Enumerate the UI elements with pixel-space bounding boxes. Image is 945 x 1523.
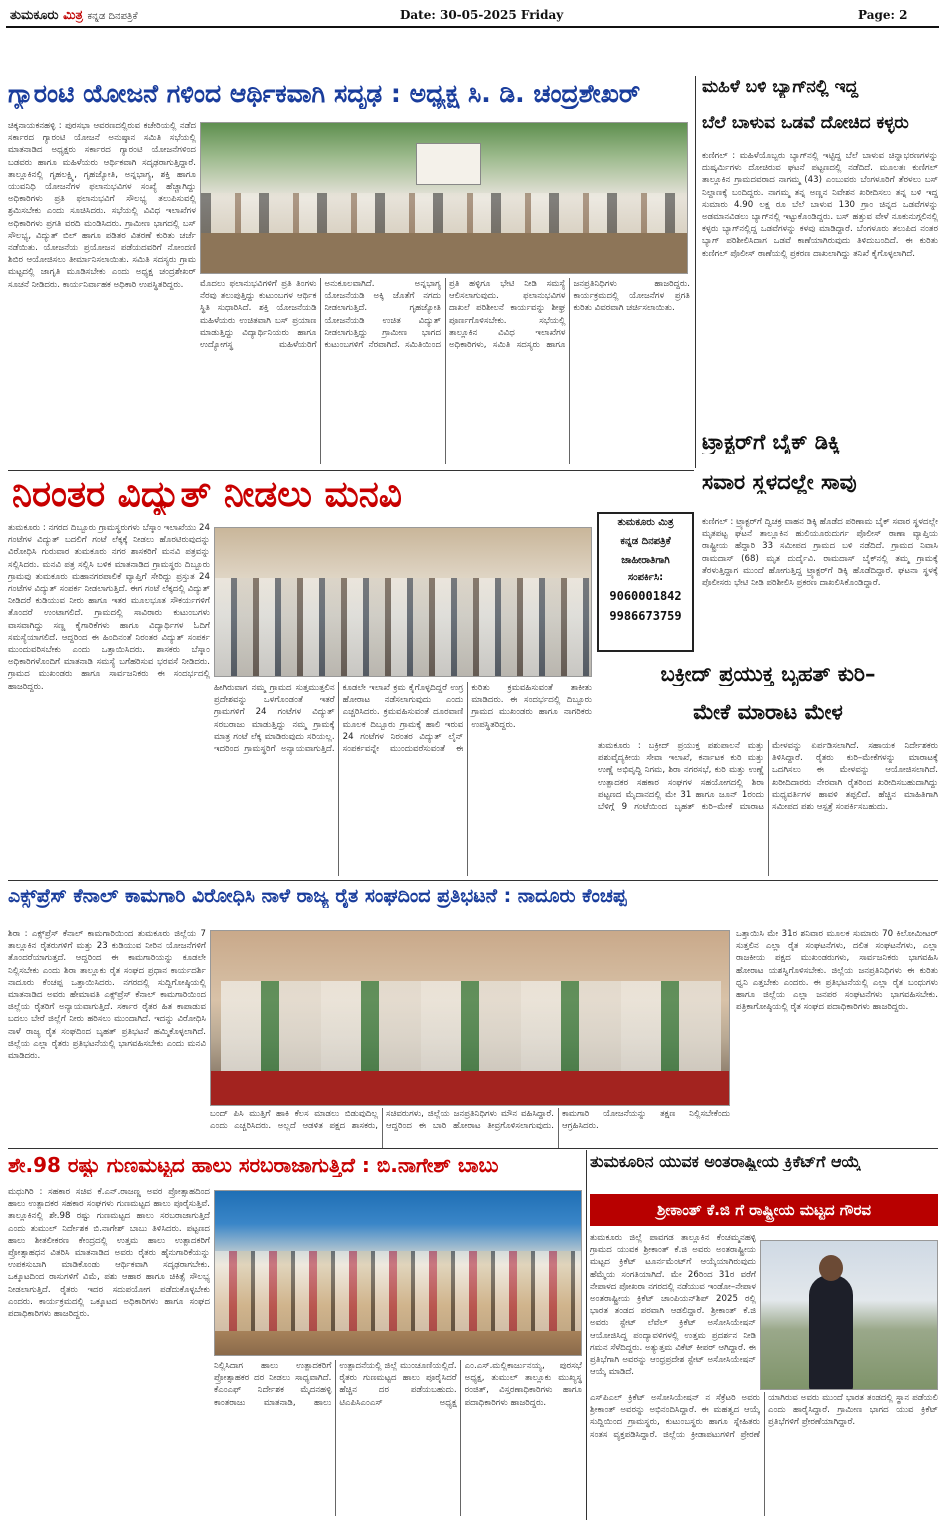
ad-line3: ಜಾಹೀರಾತಿಗಾಗಿ [621, 555, 670, 566]
table [201, 233, 688, 274]
story2-headline-line2: ಬೆಲೆ ಬಾಳುವ ಒಡವೆ ದೋಚಿದ ಕಳ್ಳರು [702, 114, 909, 133]
story5-headline-line2: ಮೇಕೆ ಮಾರಾಟ ಮೇಳ [693, 700, 843, 724]
section-divider [8, 880, 938, 881]
masthead-tagline: ಕನ್ನಡ ದಿನಪತ್ರಿಕೆ [87, 11, 138, 22]
story2-body: ಕುಣಿಗಲ್ : ಮಹಿಳೆಯೊಬ್ಬರು ಬ್ಯಾಗ್‍ನಲ್ಲಿ ಇಟ್ಟಿದ್ದ ಬೆಲೆ ಬಾಳುವ ಚಿನ್ನಾಭರಣಗಳನ್ನು ದುಷ್ಕರ್ಮಿಗಳು ದೋಚಿರುವ ಘಟನೆ ಪಟ್ಟಣದಲ್ಲಿ ನಡೆದಿದೆ. ಮೂಲತಃ ಕುಣಿಗಲ್ ತಾಲ್ಲೂಕಿನ ಗ್ರಾಮದವರಾದ ನಾಗಮ್ಮ (43) ಎಂಬುವರು ಬೆಂಗಳೂರಿಗೆ ತೆರಳಲು ಬಸ್ ನಿಲ್ದಾಣಕ್ಕೆ ಬಂದಿದ್ದರು. ನಾಗಮ್ಮ ತನ್ನ ಅಣ್ಣನ ನಿವೇಶನ ಖರೀದಿಸಲು ತನ್ನ ಬಳಿ ಇದ್ದ ಸುಮಾರು 4.90 ಲಕ್ಷ ರೂ ಬೆಲೆ ಬಾಳುವ 130 ಗ್ರಾಂ ಚಿನ್ನದ ಒಡವೆಗಳನ್ನು ಅಡಮಾನವಿಡಲು ಬ್ಯಾಗ್‍ನಲ್ಲಿ ಇಟ್ಟುಕೊಂಡಿದ್ದರು. ಬಸ್ ಹತ್ತುವ ವೇಳೆ ನೂಕುನುಗ್ಗಲಿನಲ್ಲಿ ಕಳ್ಳರು ಬ್ಯಾಗ್‍ನಲ್ಲಿದ್ದ ಒಡವೆಗಳನ್ನು ಕಳವು ಮಾಡಿದ್ದಾರೆ. ಬೆಂಗಳೂರು ತಲುಪಿದ ನಂತರ ಬ್ಯಾಗ್ ಪರಿಶೀಲಿಸಿದಾಗ ಒಡವೆ ಕಾಣೆಯಾಗಿರುವುದು ತಿಳಿದುಬಂದಿದೆ. ಈ ಕುರಿತು ಕುಣಿಗಲ್ ಪೊಲೀಸ್ ಠಾಣೆಯಲ್ಲಿ ಪ್ರಕರಣ ದಾಖಲಾಗಿದ್ದು ತನಿಖೆ ಕೈಗೊಳ್ಳಲಾಗಿದೆ. [702, 151, 938, 259]
story3-body: ಕುಣಿಗಲ್ : ಟ್ರ್ಯಾಕ್ಟರ್‌ಗೆ ದ್ವಿಚಕ್ರ ವಾಹನ ಡಿಕ್ಕಿ ಹೊಡೆದ ಪರಿಣಾಮ ಬೈಕ್ ಸವಾರ ಸ್ಥಳದಲ್ಲೇ ಮೃತಪಟ್ಟ ಘಟನೆ ತಾಲ್ಲೂಕಿನ ಹುಲಿಯೂರುದುರ್ಗ ಪೊಲೀಸ್ ಠಾಣಾ ವ್ಯಾಪ್ತಿಯ ರಾಷ್ಟ್ರೀಯ ಹೆದ್ದಾರಿ 33 ಸಮೀಪದ ಗ್ರಾಮದ ಬಳಿ ನಡೆದಿದೆ. ಗ್ರಾಮದ ನಿವಾಸಿ ರಾಮದಾಸ್ (68) ಮೃತ ದುರ್ದೈವಿ. ರಾಮದಾಸ್ ಬೈಕ್‍ನಲ್ಲಿ ತಮ್ಮ ಗ್ರಾಮಕ್ಕೆ ತೆರಳುತ್ತಿದ್ದಾಗ ಮುಂದೆ ಹೋಗುತ್ತಿದ್ದ ಟ್ರ್ಯಾಕ್ಟರ್‌ಗೆ ಡಿಕ್ಕಿ ಹೊಡೆದಿದ್ದಾರೆ. ಘಟನಾ ಸ್ಥಳಕ್ಕೆ ಪೊಲೀಸರು ಭೇಟಿ ನೀಡಿ ಪರಿಶೀಲಿಸಿ ಪ್ರಕರಣ ದಾಖಲಿಸಿಕೊಂಡಿದ್ದಾರೆ. [702, 517, 938, 589]
group-people [215, 1251, 582, 1331]
story7-photo [214, 1190, 582, 1356]
page-number: Page: 2 [858, 8, 908, 22]
masthead-title [10, 8, 138, 23]
story5-headline-line1: ಬಕ್ರೀದ್ ಪ್ರಯುಕ್ತ ಬೃಹತ್ ಕುರಿ– [660, 662, 876, 686]
ad-phone1: 9060001842 [609, 589, 682, 603]
story4-headline: ನಿರಂತರ ವಿದ್ಯುತ್ ನೀಡಲು ಮನವಿ [12, 474, 402, 515]
column-divider [695, 76, 696, 468]
ad-phone2: 9986673759 [609, 609, 682, 623]
player-head [819, 1255, 843, 1281]
story6-body-left: ಶಿರಾ : ಎಕ್ಸ್‌ಪ್ರೆಸ್ ಕೆನಾಲ್ ಕಾಮಗಾರಿಯಿಂದ ತುಮಕೂರು ಜಿಲ್ಲೆಯ 7 ತಾಲ್ಲೂಕಿನ ರೈತರುಗಳಿಗೆ ಮತ್ತು 23 ಕುಡಿಯುವ ನೀರಿನ ಯೋಜನೆಗಳಿಗೆ ತೊಂದರೆಯಾಗುತ್ತದೆ. ಆದ್ದರಿಂದ ಈ ಕಾಮಗಾರಿಯನ್ನು ಕೂಡಲೇ ನಿಲ್ಲಿಸಬೇಕು ಎಂದು ಶಿರಾ ತಾಲ್ಲೂಕು ರೈತ ಸಂಘದ ಪ್ರಧಾನ ಕಾರ್ಯದರ್ಶಿ ನಾದೂರು ಕೆಂಚಪ್ಪ ಒತ್ತಾಯಿಸಿದರು. ನಗರದಲ್ಲಿ ಸುದ್ದಿಗೋಷ್ಠಿಯಲ್ಲಿ ಮಾತನಾಡಿದ ಅವರು ಹೇಮಾವತಿ ಎಕ್ಸ್‌ಪ್ರೆಸ್ ಕೆನಾಲ್ ಕಾಮಗಾರಿಯಿಂದ ಜಿಲ್ಲೆಯ ರೈತರಿಗೆ ಅನ್ಯಾಯವಾಗುತ್ತಿದೆ. ಸರ್ಕಾರ ರೈತರ ಹಿತ ಕಾಪಾಡುವ ಬದಲು ಬೇರೆ ಜಿಲ್ಲೆಗೆ ನೀರು ಹರಿಸಲು ಮುಂದಾಗಿದೆ. ಇದನ್ನು ವಿರೋಧಿಸಿ ನಾಳೆ ರಾಜ್ಯ ರೈತ ಸಂಘದಿಂದ ಬೃಹತ್ ಪ್ರತಿಭಟನೆ ಹಮ್ಮಿಕೊಳ್ಳಲಾಗಿದೆ. ಜಿಲ್ಲೆಯ ಎಲ್ಲಾ ರೈತರು ಪ್ರತಿಭಟನೆಯಲ್ಲಿ ಭಾಗವಹಿಸಬೇಕು ಎಂದು ಮನವಿ ಮಾಡಿದರು. [8, 929, 206, 1062]
player-figure [809, 1275, 853, 1390]
story8-subhead: ಶ್ರೀಕಾಂತ್ ಕೆ.ಜಿ ಗೆ ರಾಷ್ಟ್ರೀಯ ಮಟ್ಟದ ಗೌರವ [590, 1194, 938, 1226]
masthead-name-part2: ಮಿತ್ರ [63, 8, 83, 23]
story1-photo [200, 122, 688, 274]
story4-body-left: ತುಮಕೂರು : ನಗರದ ದಿಬ್ಬೂರು ಗ್ರಾಮಸ್ಥರುಗಳು ಬೆಸ್ಕಾಂ ಇಲಾಖೆಯು 24 ಗಂಟೆಗಳ ವಿದ್ಯುತ್ ಬದಲಿಗೆ ಗಂಟೆ ಲೆಕ್ಕಕ್ಕೆ ನೀಡಲು ಹೊರಟಿರುವುದನ್ನು ವಿರೋಧಿಸಿ ಗುರುವಾರ ತುಮಕೂರು ನಗರ ಶಾಸಕರಿಗೆ ಮನವಿ ಪತ್ರವನ್ನು ಸಲ್ಲಿಸಿದರು. ಮನವಿ ಪತ್ರ ಸಲ್ಲಿಸಿ ಬಳಿಕ ಮಾತನಾಡಿದ ಗ್ರಾಮಸ್ಥರು ದಿಬ್ಬೂರು ಗ್ರಾಮವು ತುಮಕೂರು ಮಹಾನಗರಪಾಲಿಕೆ ವ್ಯಾಪ್ತಿಗೆ ಸೇರಿದ್ದು ಪ್ರಸ್ತುತ 24 ಗಂಟೆಗಳ ವಿದ್ಯುತ್ ಸಂಪರ್ಕ ನೀಡಲಾಗುತ್ತಿದೆ. ಈಗ ಗಂಟೆ ಲೆಕ್ಕದಲ್ಲಿ ವಿದ್ಯುತ್ ನೀಡಿದರೆ ಕುಡಿಯುವ ನೀರು ಹಾಗೂ ಇತರ ಮೂಲಭೂತ ಸೌಕರ್ಯಗಳಿಗೆ ತೊಂದರೆ ಉಂಟಾಗಲಿದೆ. ಗ್ರಾಮದಲ್ಲಿ ಸಾವಿರಾರು ಕುಟುಂಬಗಳು ವಾಸವಾಗಿದ್ದು ಸಣ್ಣ ಕೈಗಾರಿಕೆಗಳು ಹಾಗೂ ವಿದ್ಯಾರ್ಥಿಗಳ ಓದಿಗೆ ಸಮಸ್ಯೆಯಾಗಲಿದೆ. ಆದ್ದರಿಂದ ಈ ಹಿಂದಿನಂತೆ ನಿರಂತರ ವಿದ್ಯುತ್ ಸಂಪರ್ಕ ಮುಂದುವರಿಸಬೇಕು ಎಂದು ಒತ್ತಾಯಿಸಿದರು. ಶಾಸಕರು ಬೆಸ್ಕಾಂ ಅಧಿಕಾರಿಗಳೊಂದಿಗೆ ಮಾತನಾಡಿ ಸಮಸ್ಯೆ ಬಗೆಹರಿಸುವ ಭರವಸೆ ನೀಡಿದರು. ಗ್ರಾಮದ ಮುಖಂಡರು ಹಾಗೂ ಸಾರ್ವಜನಿಕರು ಈ ಸಂದರ್ಭದಲ್ಲಿ ಹಾಜರಿದ್ದರು. [8, 523, 210, 692]
story1-body-bottom: ಮೊದಲು ಫಲಾನುಭವಿಗಳಿಗೆ ಪ್ರತಿ ತಿಂಗಳು ನೆರವು ತಲುಪುತ್ತಿದ್ದು ಕುಟುಂಬಗಳ ಆರ್ಥಿಕ ಸ್ಥಿತಿ ಸುಧಾರಿಸಿದೆ. ಶಕ್ತಿ ಯೋಜನೆಯಡಿ ಮಹಿಳೆಯರು ಉಚಿತವಾಗಿ ಬಸ್ ಪ್ರಯಾಣ ಮಾಡುತ್ತಿದ್ದು ವಿದ್ಯಾರ್ಥಿನಿಯರು ಹಾಗೂ ಉದ್ಯೋಗಸ್ಥ ಮಹಿಳೆಯರಿಗೆ ಅನುಕೂಲವಾಗಿದೆ. ಅನ್ನಭಾಗ್ಯ ಯೋಜನೆಯಡಿ ಅಕ್ಕಿ ಜೊತೆಗೆ ನಗದು ನೀಡಲಾಗುತ್ತಿದೆ. ಗೃಹಜ್ಯೋತಿ ಯೋಜನೆಯಡಿ ಉಚಿತ ವಿದ್ಯುತ್ ನೀಡಲಾಗುತ್ತಿದ್ದು ಗ್ರಾಮೀಣ ಭಾಗದ ಕುಟುಂಬಗಳಿಗೆ ನೆರವಾಗಿದೆ. ಸಮಿತಿಯಿಂದ ಪ್ರತಿ ಹಳ್ಳಿಗೂ ಭೇಟಿ ನೀಡಿ ಸಮಸ್ಯೆ ಆಲಿಸಲಾಗುವುದು. ಫಲಾನುಭವಿಗಳ ದಾಖಲೆ ಪರಿಶೀಲನೆ ಕಾರ್ಯವನ್ನು ಶೀಘ್ರ ಪೂರ್ಣಗೊಳಿಸಬೇಕು. ಸಭೆಯಲ್ಲಿ ತಾಲ್ಲೂಕಿನ ವಿವಿಧ ಇಲಾಖೆಗಳ ಅಧಿಕಾರಿಗಳು, ಸಮಿತಿ ಸದಸ್ಯರು ಹಾಗೂ ಜನಪ್ರತಿನಿಧಿಗಳು ಹಾಜರಿದ್ದರು. ಕಾರ್ಯಕ್ರಮದಲ್ಲಿ ಯೋಜನೆಗಳ ಪ್ರಗತಿ ಕುರಿತು ವಿವರವಾಗಿ ಚರ್ಚಿಸಲಾಯಿತು. [200, 279, 690, 351]
table-cloth [211, 1071, 730, 1106]
group-people [221, 981, 721, 1071]
story6-headline: ಎಕ್ಸ್‌ಪ್ರೆಸ್ ಕೆನಾಲ್ ಕಾಮಗಾರಿ ವಿರೋಧಿಸಿ ನಾಳೆ ರಾಜ್ಯ ರೈತ ಸಂಘದಿಂದ ಪ್ರತಿಭಟನೆ : ನಾದೂರು ಕೆಂಚಪ್ಪ [8, 886, 627, 907]
story7-body-bottom: ನಿಲ್ಲಿಸಿದಾಗ ಹಾಲು ಉತ್ಪಾದಕರಿಗೆ ಪ್ರೋತ್ಸಾಹಕರ ದರ ನೀಡಲು ಸಾಧ್ಯವಾಗಿದೆ. ಕೆಎಂಎಫ್ ನಿರ್ದೇಶಕ ಮೈದನಹಳ್ಳಿ ಕಾಂತರಾಜು ಮಾತನಾಡಿ, ಹಾಲು ಉತ್ಪಾದನೆಯಲ್ಲಿ ಜಿಲ್ಲೆ ಮುಂಚೂಣಿಯಲ್ಲಿದೆ. ರೈತರು ಗುಣಮಟ್ಟದ ಹಾಲು ಪೂರೈಸಿದರೆ ಹೆಚ್ಚಿನ ದರ ಪಡೆಯಬಹುದು. ಟಿಎಪಿಸಿಎಂಎಸ್ ಅಧ್ಯಕ್ಷ ಎಂ.ಎಸ್.ಮಲ್ಲಿಕಾರ್ಜುನಯ್ಯ, ಪುರಸಭೆ ಅಧ್ಯಕ್ಷ, ತುಮುಲ್ ತಾಲ್ಲೂಕು ಮುಖ್ಯಸ್ಥ ರಂಜಿತ್, ವಿಸ್ತರಣಾಧಿಕಾರಿಗಳು ಹಾಗೂ ಪದಾಧಿಕಾರಿಗಳು ಹಾಜರಿದ್ದರು. [214, 1361, 582, 1408]
story4-photo [214, 527, 592, 677]
section-divider [8, 1148, 938, 1149]
advertisement-box [597, 512, 694, 652]
ad-line2: ಕನ್ನಡ ದಿನಪತ್ರಿಕೆ [620, 536, 671, 547]
story8-photo [760, 1240, 938, 1390]
story2-headline-line1: ಮಹಿಳೆ ಬಳಿ ಬ್ಯಾಗ್‍ನಲ್ಲಿ ಇದ್ದ [702, 78, 859, 97]
group-people [201, 193, 688, 233]
masthead-rule [6, 26, 939, 28]
column-divider [586, 1150, 587, 1520]
section-divider [8, 470, 694, 471]
group-people [215, 578, 592, 677]
story6-photo [210, 930, 730, 1106]
ad-line4: ಸಂಪರ್ಕಿಸಿ: [627, 572, 664, 583]
story8-body-left: ತುಮಕೂರು ಜಿಲ್ಲೆ ಪಾವಗಡ ತಾಲ್ಲೂಕಿನ ಕೆಂಚಮ್ಮನಹಳ್ಳಿ ಗ್ರಾಮದ ಯುವಕ ಶ್ರೀಕಾಂತ್ ಕೆ.ಜಿ ಅವರು ಅಂತರಾಷ್ಟ್ರೀಯ ಮಟ್ಟದ ಕ್ರಿಕೆಟ್ ಟೂರ್ನಮೆಂಟ್‌ಗೆ ಆಯ್ಕೆಯಾಗಿರುವುದು ಹೆಮ್ಮೆಯ ಸಂಗತಿಯಾಗಿದೆ. ಮೇ 26ರಿಂದ 31ರ ವರೆಗೆ ನೇಪಾಳದ ಪೋಖರಾ ನಗರದಲ್ಲಿ ನಡೆಯುವ ಇಂಡೋ–ನೇಪಾಳ ಅಂತರಾಷ್ಟ್ರೀಯ ಕ್ರಿಕೆಟ್ ಚಾಂಪಿಯನ್‌ಶಿಪ್ 2025 ರಲ್ಲಿ ಭಾರತ ತಂಡದ ಪರವಾಗಿ ಆಡಲಿದ್ದಾರೆ. ಶ್ರೀಕಾಂತ್ ಕೆ.ಜಿ ಅವರು ಸ್ಟೇಟ್ ಲೆವೆಲ್ ಕ್ರಿಕೆಟ್ ಅಸೋಸಿಯೇಷನ್ ಆಯೋಜಿಸಿದ್ದ ಪಂದ್ಯಾವಳಿಗಳಲ್ಲಿ ಉತ್ತಮ ಪ್ರದರ್ಶನ ನೀಡಿ ಗಮನ ಸೆಳೆದಿದ್ದರು. ಅತ್ಯುತ್ತಮ ವಿಕೆಟ್ ಕೀಪರ್ ಆಗಿದ್ದಾರೆ. ಈ ಪ್ರತಿಭೆಗಾಗಿ ಅವರನ್ನು ಆಂಧ್ರಪ್ರದೇಶ ಸ್ಟೇಟ್ ಅಸೋಸಿಯೇಷನ್ ಆಯ್ಕೆ ಮಾಡಿದೆ. [590, 1233, 756, 1378]
story3-headline-line1: ಟ್ರ್ಯಾಕ್ಟರ್‌ಗೆ ಬೈಕ್ ಡಿಕ್ಕಿ [702, 430, 840, 454]
story7-body-left: ಮಧುಗಿರಿ : ಸಹಕಾರ ಸಚಿವ ಕೆ.ಎನ್.ರಾಜಣ್ಣ ಅವರ ಪ್ರೋತ್ಸಾಹದಿಂದ ಹಾಲು ಉತ್ಪಾದಕರ ಸಹಕಾರ ಸಂಘಗಳು ಗುಣಮಟ್ಟದ ಹಾಲು ಪೂರೈಸುತ್ತಿವೆ. ತಾಲ್ಲೂಕಿನಲ್ಲಿ ಶೇ.98 ರಷ್ಟು ಗುಣಮಟ್ಟದ ಹಾಲು ಸರಬರಾಜಾಗುತ್ತಿದೆ ಎಂದು ತುಮುಲ್ ನಿರ್ದೇಶಕ ಬಿ.ನಾಗೇಶ್ ಬಾಬು ತಿಳಿಸಿದರು. ಪಟ್ಟಣದ ಹಾಲು ಶೀತಲೀಕರಣ ಕೇಂದ್ರದಲ್ಲಿ ಉತ್ತಮ ಹಾಲು ಉತ್ಪಾದಕರಿಗೆ ಪ್ರೋತ್ಸಾಹಧನ ವಿತರಿಸಿ ಮಾತನಾಡಿದ ಅವರು ರೈತರು ಹೈನುಗಾರಿಕೆಯನ್ನು ಉಪಕಸುಬಾಗಿ ಮಾಡಿಕೊಂಡು ಆರ್ಥಿಕವಾಗಿ ಸದೃಢರಾಗಬೇಕು. ಒಕ್ಕೂಟದಿಂದ ರಾಸುಗಳಿಗೆ ವಿಮೆ, ಪಶು ಆಹಾರ ಹಾಗೂ ಚಿಕಿತ್ಸೆ ಸೌಲಭ್ಯ ನೀಡಲಾಗುತ್ತಿದೆ. ರೈತರು ಇದರ ಸದುಪಯೋಗ ಪಡೆದುಕೊಳ್ಳಬೇಕು ಎಂದರು. ಕಾರ್ಯಕ್ರಮದಲ್ಲಿ ಒಕ್ಕೂಟದ ಅಧಿಕಾರಿಗಳು ಹಾಗೂ ಸಂಘದ ಪದಾಧಿಕಾರಿಗಳು ಹಾಜರಿದ್ದರು. [8, 1187, 210, 1320]
story7-headline: ಶೇ.98 ರಷ್ಟು ಗುಣಮಟ್ಟದ ಹಾಲು ಸರಬರಾಜಾಗುತ್ತಿದೆ : ಬಿ.ನಾಗೇಶ್ ಬಾಬು [8, 1154, 499, 1177]
story1-headline: ಗ್ಯಾರಂಟಿ ಯೋಜನೆ ಗಳಿಂದ ಆರ್ಥಿಕವಾಗಿ ಸದೃಢ : ಅಧ್ಯಕ್ಷ ಸಿ. ಡಿ. ಚಂದ್ರಶೇಖರ್ [8, 80, 641, 108]
story1-body-left: ಚಿಕ್ಕನಾಯಕನಹಳ್ಳಿ : ಪುರಸಭಾ ಆವರಣದಲ್ಲಿರುವ ಕಚೇರಿಯಲ್ಲಿ ನಡೆದ ಸರ್ಕಾರದ ಗ್ಯಾರಂಟಿ ಯೋಜನೆ ಅನುಷ್ಠಾನ ಸಮಿತಿ ಸಭೆಯಲ್ಲಿ ಮಾತನಾಡಿದ ಅಧ್ಯಕ್ಷರು ಸರ್ಕಾರದ ಗ್ಯಾರಂಟಿ ಯೋಜನೆಗಳಿಂದ ಬಡವರು ಹಾಗೂ ಮಹಿಳೆಯರು ಆರ್ಥಿಕವಾಗಿ ಸದೃಢರಾಗುತ್ತಿದ್ದಾರೆ. ತಾಲ್ಲೂಕಿನಲ್ಲಿ ಗೃಹಲಕ್ಷ್ಮಿ, ಗೃಹಜ್ಯೋತಿ, ಅನ್ನಭಾಗ್ಯ, ಶಕ್ತಿ ಹಾಗೂ ಯುವನಿಧಿ ಯೋಜನೆಗಳ ಫಲಾನುಭವಿಗಳ ಸಂಖ್ಯೆ ಹೆಚ್ಚಾಗಿದ್ದು ಅಧಿಕಾರಿಗಳು ಪ್ರತಿ ಫಲಾನುಭವಿಗೆ ಸೌಲಭ್ಯ ತಲುಪಿಸುವಲ್ಲಿ ಶ್ರಮಿಸಬೇಕು ಎಂದು ಸೂಚಿಸಿದರು. ಸಭೆಯಲ್ಲಿ ವಿವಿಧ ಇಲಾಖೆಗಳ ಅಧಿಕಾರಿಗಳು ಪ್ರಗತಿ ವರದಿ ಮಂಡಿಸಿದರು. ಗ್ರಾಮೀಣ ಭಾಗದಲ್ಲಿ ಬಸ್ ಸೌಲಭ್ಯ, ವಿದ್ಯುತ್ ಬಿಲ್ ಹಾಗೂ ಪಡಿತರ ವಿತರಣೆ ಕುರಿತು ಚರ್ಚೆ ನಡೆಯಿತು. ಯೋಜನೆಯ ಪ್ರಯೋಜನ ಪಡೆಯದವರಿಗೆ ನೋಂದಣಿ ಶಿಬಿರ ಆಯೋಜಿಸಲು ತೀರ್ಮಾನಿಸಲಾಯಿತು. ಸಮಿತಿ ಸದಸ್ಯರು ಗ್ರಾಮ ಮಟ್ಟದಲ್ಲಿ ಜಾಗೃತಿ ಮೂಡಿಸಬೇಕು ಎಂದು ಅಧ್ಯಕ್ಷ ಚಂದ್ರಶೇಖರ್ ಸೂಚನೆ ನೀಡಿದರು. ಕಾರ್ಯನಿರ್ವಾಹಕ ಅಧಿಕಾರಿ ಉಪಸ್ಥಿತರಿದ್ದರು. [8, 121, 196, 290]
story8-body-bottom: ಎಸ್‌ಪಿಎಲ್ ಕ್ರಿಕೆಟ್ ಅಸೋಸಿಯೇಷನ್ ನ ಸೆಕ್ರೆಟರಿ ಅವರು ಶ್ರೀಕಾಂತ್ ಅವರನ್ನು ಅಭಿನಂದಿಸಿದ್ದಾರೆ. ಈ ಮಹತ್ವದ ಆಯ್ಕೆ ಸುದ್ದಿಯಿಂದ ಗ್ರಾಮಸ್ಥರು, ಕುಟುಂಬಸ್ಥರು ಹಾಗೂ ಸ್ನೇಹಿತರು ಸಂತಸ ವ್ಯಕ್ತಪಡಿಸಿದ್ದಾರೆ. ಜಿಲ್ಲೆಯ ಕ್ರೀಡಾಪಟುಗಳಿಗೆ ಪ್ರೇರಣೆ ಯಾಗಿರುವ ಅವರು ಮುಂದೆ ಭಾರತ ತಂಡದಲ್ಲಿ ಸ್ಥಾನ ಪಡೆಯಲಿ ಎಂದು ಹಾರೈಸಿದ್ದಾರೆ. ಗ್ರಾಮೀಣ ಭಾಗದ ಯುವ ಕ್ರಿಕೆಟ್ ಪ್ರತಿಭೆಗಳಿಗೆ ಪ್ರೇರಣೆಯಾಗಿದ್ದಾರೆ. [590, 1393, 938, 1440]
story6-body-right: ಒತ್ತಾಯಿಸಿ ಮೇ 31ರ ಶನಿವಾರ ಮೂಲಕ ಸುಮಾರು 70 ಕಿಲೋಮೀಟರ್ ಸುತ್ತಲಿನ ಎಲ್ಲಾ ರೈತ ಸಂಘಟನೆಗಳು, ದಲಿತ ಸಂಘಟನೆಗಳು, ಎಲ್ಲಾ ರಾಜಕೀಯ ಪಕ್ಷದ ಮುಖಂಡರುಗಳು, ಸಾರ್ವಜನಿಕರು ಭಾಗವಹಿಸಿ ಹೋರಾಟ ಯಶಸ್ವಿಗೊಳಿಸಬೇಕು. ಜಿಲ್ಲೆಯ ಜನಪ್ರತಿನಿಧಿಗಳು ಈ ಕುರಿತು ಧ್ವನಿ ಎತ್ತಬೇಕು ಎಂದರು. ಈ ಪ್ರತಿಭಟನೆಯಲ್ಲಿ ಎಲ್ಲಾ ರೈತ ಬಂಧುಗಳು ಹಾಗೂ ಜಿಲ್ಲೆಯ ಎಲ್ಲಾ ಜನಪರ ಸಂಘಟನೆಗಳು ಭಾಗವಹಿಸಬೇಕು. ಪತ್ರಿಕಾಗೋಷ್ಠಿಯಲ್ಲಿ ರೈತ ಸಂಘದ ಪದಾಧಿಕಾರಿಗಳು ಹಾಜರಿದ್ದರು. [736, 929, 938, 1013]
story5-body: ತುಮಕೂರು : ಬಕ್ರೀದ್ ಪ್ರಯುಕ್ತ ಪಶುಪಾಲನೆ ಮತ್ತು ಪಶುವೈದ್ಯಕೀಯ ಸೇವಾ ಇಲಾಖೆ, ಕರ್ನಾಟಕ ಕುರಿ ಮತ್ತು ಉಣ್ಣೆ ಅಭಿವೃದ್ಧಿ ನಿಗಮ, ಶಿರಾ ನಗರಸಭೆ, ಕುರಿ ಮತ್ತು ಉಣ್ಣೆ ಉತ್ಪಾದಕರ ಸಹಕಾರ ಸಂಘಗಳ ಸಹಯೋಗದಲ್ಲಿ ಶಿರಾ ಪಟ್ಟಣದ ಮೈದಾನದಲ್ಲಿ ಮೇ 31 ಹಾಗೂ ಜೂನ್ 1ರಂದು ಬೆಳಿಗ್ಗೆ 9 ಗಂಟೆಯಿಂದ ಬೃಹತ್ ಕುರಿ–ಮೇಕೆ ಮಾರಾಟ ಮೇಳವನ್ನು ಏರ್ಪಡಿಸಲಾಗಿದೆ. ಸಹಾಯಕ ನಿರ್ದೇಶಕರು ತಿಳಿಸಿದ್ದಾರೆ. ರೈತರು ಕುರಿ–ಮೇಕೆಗಳನ್ನು ಮಾರಾಟಕ್ಕೆ ಒದಗಿಸಲು ಈ ಮೇಳವನ್ನು ಆಯೋಜಿಸಲಾಗಿದೆ. ಖರೀದಿದಾರರು ನೇರವಾಗಿ ರೈತರಿಂದ ಖರೀದಿಸಬಹುದಾಗಿದ್ದು ಮಧ್ಯವರ್ತಿಗಳ ಹಾವಳಿ ತಪ್ಪಲಿದೆ. ಹೆಚ್ಚಿನ ಮಾಹಿತಿಗಾಗಿ ಸಮೀಪದ ಪಶು ಆಸ್ಪತ್ರೆ ಸಂಪರ್ಕಿಸಬಹುದು. [598, 741, 938, 813]
story8-headline: ತುಮಕೂರಿನ ಯುವಕ ಅಂತರಾಷ್ಟ್ರೀಯ ಕ್ರಿಕೆಟ್‌ಗೆ ಆಯ್ಕೆ [590, 1153, 861, 1171]
masthead-name-part1: ತುಮಕೂರು [10, 8, 59, 23]
story3-headline-line2: ಸವಾರ ಸ್ಥಳದಲ್ಲೇ ಸಾವು [702, 470, 857, 494]
banner-board [416, 143, 481, 185]
story4-body-bottom: ಹೀಗಿರುವಾಗ ನಮ್ಮ ಗ್ರಾಮದ ಸುತ್ತಮುತ್ತಲಿನ ಪ್ರದೇಶವನ್ನು ಒಳಗೊಂಡಂತೆ ಇತರೆ ಗ್ರಾಮಗಳಿಗೆ 24 ಗಂಟೆಗಳ ವಿದ್ಯುತ್ ಸರಬರಾಜು ಮಾಡುತ್ತಿದ್ದು ನಮ್ಮ ಗ್ರಾಮಕ್ಕೆ ಮಾತ್ರ ಗಂಟೆ ಲೆಕ್ಕ ಮಾಡಿರುವುದು ಸರಿಯಲ್ಲ. ಇದರಿಂದ ಗ್ರಾಮಸ್ಥರಿಗೆ ಅನ್ಯಾಯವಾಗುತ್ತಿದೆ. ಕೂಡಲೇ ಇಲಾಖೆ ಕ್ರಮ ಕೈಗೊಳ್ಳದಿದ್ದರೆ ಉಗ್ರ ಹೋರಾಟ ನಡೆಸಲಾಗುವುದು ಎಂದು ಎಚ್ಚರಿಸಿದರು. ಕ್ರಮವಹಿಸುವಂತೆ ದೂರವಾಣಿ ಮೂಲಕ ದಿಬ್ಬೂರು ಗ್ರಾಮಕ್ಕೆ ಹಾಲಿ ಇರುವ 24 ಗಂಟೆಗಳ ನಿರಂತರ ವಿದ್ಯುತ್ ಲೈನ್ ಸಂಪರ್ಕವನ್ನೇ ಮುಂದುವರೆಸುವಂತೆ ಈ ಕುರಿತು ಕ್ರಮವಹಿಸುವಂತೆ ತಾಕೀತು ಮಾಡಿದರು. ಈ ಸಂದರ್ಭದಲ್ಲಿ ದಿಬ್ಬೂರು ಗ್ರಾಮದ ಮುಖಂಡರು ಹಾಗೂ ನಾಗರಿಕರು ಉಪಸ್ಥಿತರಿದ್ದರು. [214, 683, 592, 755]
ad-line1: ತುಮಕೂರು ಮಿತ್ರ [617, 517, 674, 528]
story6-body-bottom: ಬಂದ್ ಪಿಸಿ ಮುತ್ತಿಗೆ ಹಾಕಿ ಕೆಲಸ ಮಾಡಲು ಬಿಡುವುದಿಲ್ಲ ಎಂದು ಎಚ್ಚರಿಸಿದರು. ಅಲ್ಲದೆ ಆಡಳಿತ ಪಕ್ಷದ ಶಾಸಕರು, ಸಚಿವರುಗಳು, ಜಿಲ್ಲೆಯ ಜನಪ್ರತಿನಿಧಿಗಳು ಮೌನ ವಹಿಸಿದ್ದಾರೆ. ಆದ್ದರಿಂದ ಈ ಬಾರಿ ಹೋರಾಟ ತೀವ್ರಗೊಳಿಸಲಾಗುವುದು. ಕಾಮಗಾರಿ ಯೋಜನೆಯನ್ನು ತಕ್ಷಣ ನಿಲ್ಲಿಸಬೇಕೆಂದು ಆಗ್ರಹಿಸಿದರು. [210, 1109, 730, 1132]
issue-date: Date: 30-05-2025 Friday [400, 8, 564, 22]
